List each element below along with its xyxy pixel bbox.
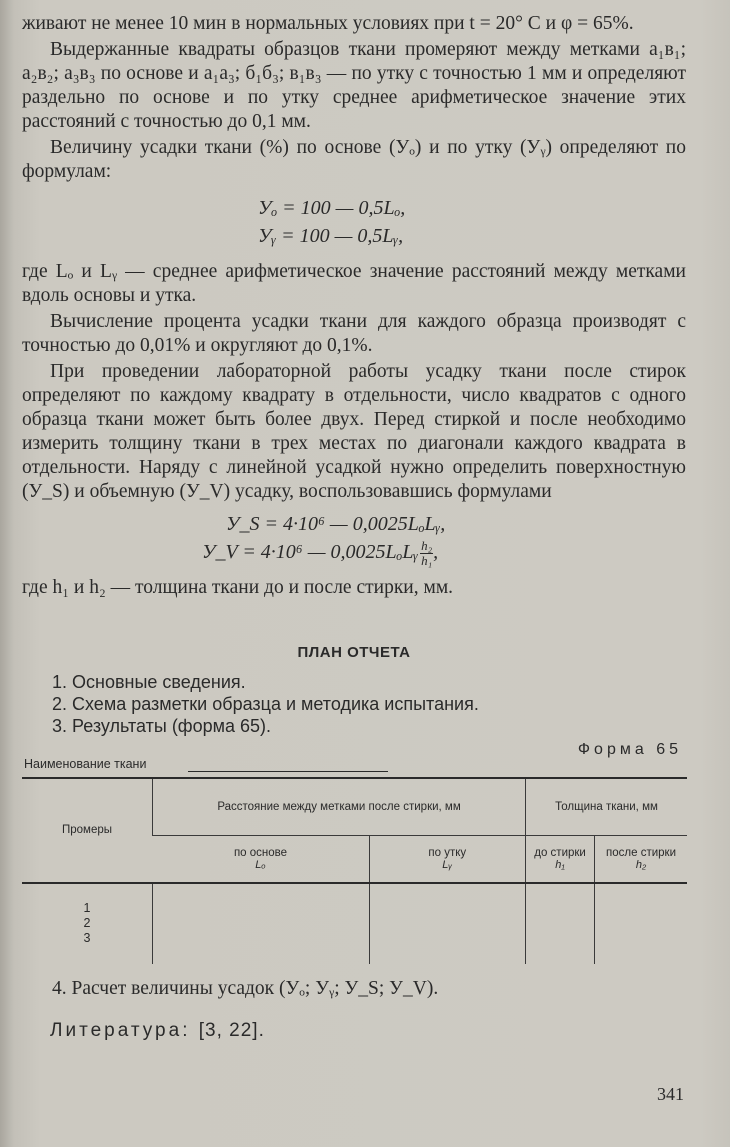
- paragraph-2: Выдержанные квадраты образцов ткани промеряют между метками а₁в₁; а₂в₂; а₃в₃ по основе и а₁а₃; б₁б₃; в₁в₃ — по утку с точностью 1 мм и определяют раздельно по основе и по утку среднее арифметическое значение этих расстояний с точностью до 0,1 мм.: [22, 39, 686, 132]
- literature-line: [50, 1020, 686, 1042]
- page-number: 341: [657, 1084, 684, 1104]
- plan-item-1: 1. Основные сведения.: [52, 671, 246, 692]
- paragraph-5: Вычисление процента усадки ткани для каждого образца производят с точностью до 0,01% и округляют до 0,1%.: [22, 311, 686, 356]
- subheader-warp: [153, 835, 370, 883]
- paragraph-3: Величину усадки ткани (%) по основе (Уₒ) и по утку (Уᵧ) определяют по формулам:: [22, 137, 686, 182]
- formula-volume-end: ,: [433, 541, 439, 563]
- measurement-row-2: 2: [83, 916, 91, 931]
- subheader-before-symbol: h₁: [555, 858, 565, 871]
- literature-references: [3, 22].: [198, 1019, 265, 1041]
- cell-weft-value[interactable]: [369, 883, 526, 964]
- formula-surface-shrinkage: У_S = 4·10⁶ — 0,0025LₒLᵧ,: [226, 513, 446, 535]
- measurement-row-3: 3: [83, 931, 91, 946]
- fabric-name-label: Наименование ткани: [24, 756, 147, 771]
- form-label: Форма 65: [577, 740, 682, 758]
- fraction-denominator: h₁: [421, 552, 433, 568]
- fraction-numerator: h₂: [421, 537, 433, 553]
- column-header-distance: Расстояние между метками после стирки, мм: [153, 778, 526, 836]
- subheader-before-wash: [526, 835, 595, 883]
- paragraph-1: живают не менее 10 мин в нормальных условиях при t = 20° C и φ = 65%.: [22, 13, 634, 34]
- paragraph-4: где Lₒ и Lᵧ — среднее арифметическое значение расстояний между метками вдоль основы и утка.: [22, 261, 686, 306]
- cell-warp-value[interactable]: [153, 883, 370, 964]
- column-header-measurements: Промеры: [22, 778, 153, 883]
- cell-after-wash-value[interactable]: [595, 883, 687, 964]
- subheader-weft-symbol: Lᵧ: [442, 858, 453, 871]
- formula-volume-shrinkage: [22, 538, 686, 568]
- subheader-warp-symbol: Lₒ: [255, 858, 266, 871]
- measurement-row-1: 1: [83, 901, 91, 916]
- formula-shrinkage-weft: Уᵧ = 100 — 0,5Lᵧ,: [258, 225, 404, 247]
- measurement-numbers-cell: [22, 883, 153, 964]
- paragraph-6: При проведении лабораторной работы усадку ткани после стирок определяют по каждому квадрату в отдельности, число квадратов с одного образца ткани может быть более двух. Перед стиркой и после необходимо измерить толщину ткани в трех местах по диагонали каждого квадрата в отдельности. Наряду с линейной усадкой нужно определить поверхностную (У_S) и объемную (У_V) усадку, воспользовавшись формулами: [22, 361, 686, 502]
- fabric-name-blank-line: [188, 771, 388, 772]
- plan-item-3: 3. Результаты (форма 65).: [52, 715, 272, 736]
- paragraph-7: где h₁ и h₂ — толщина ткани до и после стирки, мм.: [22, 576, 454, 598]
- subheader-after-wash: [595, 835, 687, 883]
- subheader-after-symbol: h₂: [635, 858, 647, 871]
- plan-item-2: 2. Схема разметки образца и методика испытания.: [52, 693, 479, 714]
- form-65-table: [22, 777, 687, 964]
- plan-item-4: 4. Расчет величины усадок (Уₒ; Уᵧ; У_S; У_V).: [52, 977, 439, 999]
- subheader-weft: [369, 835, 526, 883]
- formula-shrinkage-warp: Уₒ = 100 — 0,5Lₒ,: [258, 197, 406, 219]
- formula-volume-main: У_V = 4·10⁶ — 0,0025LₒLᵧ: [202, 541, 419, 563]
- subheader-after-label: после стирки: [606, 846, 676, 859]
- formula-fraction: [420, 539, 433, 568]
- report-plan-title: ПЛАН ОТЧЕТА: [297, 643, 411, 661]
- form-header: [22, 741, 686, 777]
- subheader-warp-label: по основе: [233, 846, 288, 859]
- column-header-thickness: Толщина ткани, мм: [526, 778, 687, 836]
- subheader-weft-label: по утку: [428, 846, 467, 859]
- subheader-before-label: до стирки: [534, 846, 586, 859]
- literature-label: Литература:: [50, 1019, 191, 1041]
- cell-before-wash-value[interactable]: [526, 883, 595, 964]
